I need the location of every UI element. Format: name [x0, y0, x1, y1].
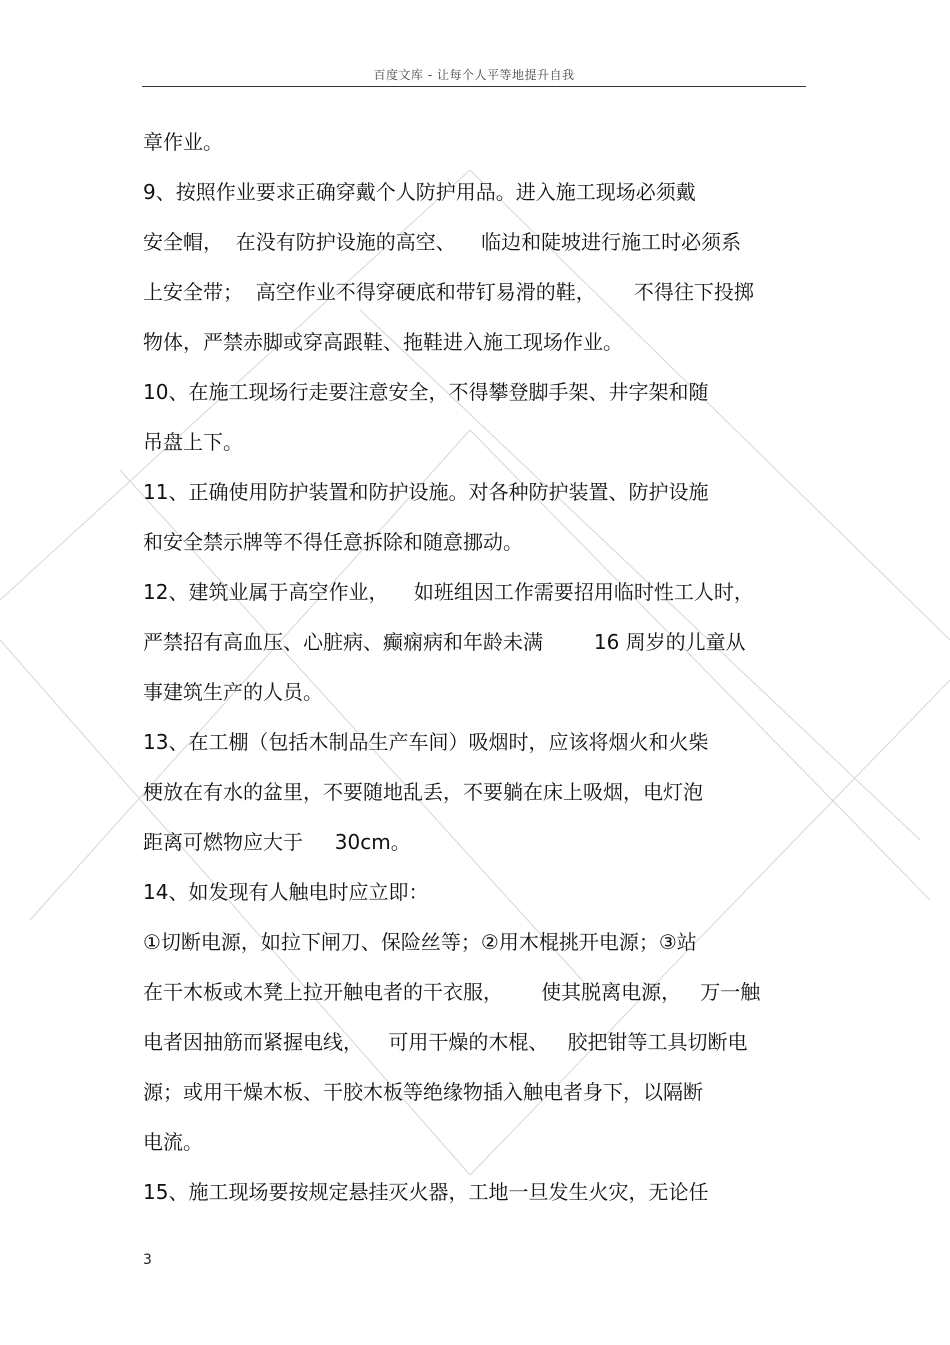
page-number: 3: [143, 1252, 152, 1268]
text-line: 物体，严禁赤脚或穿高跟鞋、拖鞋进入施工现场作业。: [143, 330, 623, 354]
text-line: 13、在工棚（包括木制品生产车间）吸烟时，应该将烟火和火柴: [143, 730, 709, 754]
text-line: 10、在施工现场行走要注意安全，不得攀登脚手架、井字架和随: [143, 380, 709, 404]
text-line: 上安全带； 高空作业不得穿硬底和带钉易滑的鞋， 不得往下投掷: [143, 280, 754, 304]
text-line: 15、施工现场要按规定悬挂灭火器，工地一旦发生火灾，无论任: [143, 1180, 709, 1204]
text-line: 在干木板或木凳上拉开触电者的干衣服， 使其脱离电源， 万一触: [143, 980, 761, 1004]
text-line: 11、正确使用防护装置和防护设施。对各种防护装置、防护设施: [143, 480, 709, 504]
header-text: 百度文库 - 让每个人平等地提升自我: [373, 68, 575, 82]
text-line: 14、如发现有人触电时应立即：: [143, 880, 429, 904]
text-line: 和安全禁示牌等不得任意拆除和随意挪动。: [143, 530, 523, 554]
text-line: 吊盘上下。: [143, 430, 243, 454]
text-line: 电者因抽筋而紧握电线， 可用干燥的木棍、 胶把钳等工具切断电: [143, 1030, 748, 1054]
text-line: 安全帽， 在没有防护设施的高空、 临边和陡坡进行施工时必须系: [143, 230, 742, 254]
text-line: 严禁招有高血压、心脏病、癫痫病和年龄未满 16 周岁的儿童从: [143, 630, 746, 654]
text-line: 章作业。: [143, 130, 223, 154]
text-line: 梗放在有水的盆里，不要随地乱丢，不要躺在床上吸烟，电灯泡: [143, 780, 703, 804]
text-line: 电流。: [143, 1130, 203, 1154]
text-line: 9、按照作业要求正确穿戴个人防护用品。进入施工现场必须戴: [143, 180, 696, 204]
text-line: ①切断电源，如拉下闸刀、保险丝等；②用木棍挑开电源；③站: [143, 930, 697, 954]
text-line: 事建筑生产的人员。: [143, 680, 323, 704]
text-line: 12、建筑业属于高空作业， 如班组因工作需要招用临时性工人时，: [143, 580, 754, 604]
text-line: 距离可燃物应大于 30cm。: [143, 830, 411, 854]
text-line: 源；或用干燥木板、干胶木板等绝缘物插入触电者身下，以隔断: [143, 1080, 703, 1104]
page-header: [142, 62, 806, 87]
